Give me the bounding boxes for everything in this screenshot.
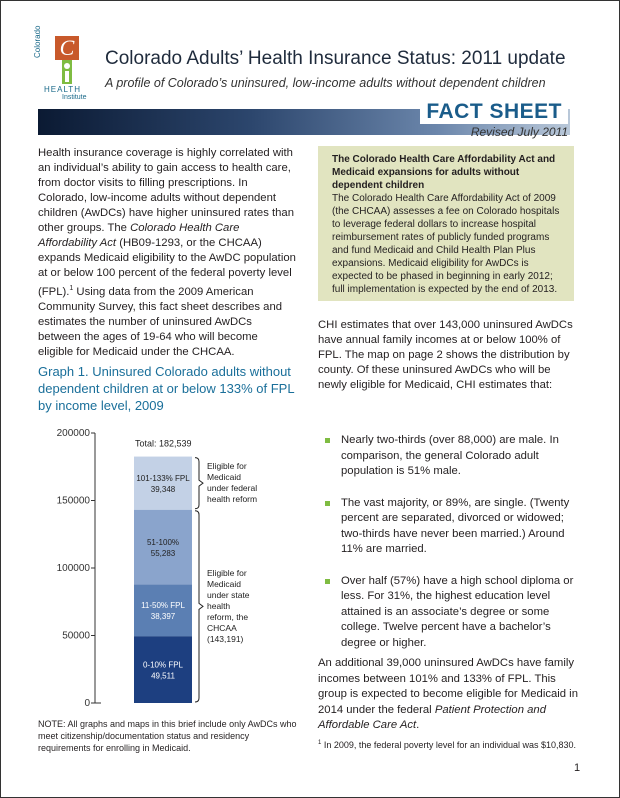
state-eligibility-label: under state xyxy=(207,589,250,600)
list-item xyxy=(323,433,579,480)
list-item xyxy=(323,574,579,652)
state-eligibility-label: Medicaid xyxy=(207,578,242,589)
y-tick-label: 200000 xyxy=(56,428,90,439)
intro-footnote-mark: 1 xyxy=(69,285,74,292)
state-bracket xyxy=(195,511,203,702)
state-eligibility-label: health xyxy=(207,600,231,611)
federal-bracket xyxy=(195,458,203,509)
revised-date: Revised July 2011 xyxy=(470,125,568,139)
footnote xyxy=(318,737,580,751)
chcaa-callout-box xyxy=(318,146,574,301)
page-number: 1 xyxy=(574,762,581,774)
segment-name-label: 101-133% FPL xyxy=(136,474,190,484)
stacked-bar-chart xyxy=(38,425,300,715)
estimates-paragraph: CHI estimates that over 143,000 uninsured AwDCs have annual family incomes at or below 100% of FPL. The map on page 2 shows the distribution by county. Of these uninsured AwDCs who will be newly eligible for Medicaid, CHI estimates that: xyxy=(318,319,573,391)
closing-text-a: An additional 39,000 uninsured AwDCs have family incomes between 101% and 133% of FPL. This group is expected to become eligible for Medicaid in 2014 under the federal xyxy=(318,657,578,716)
intro-act-name: Colorado Health Care Affordability Act xyxy=(38,222,240,249)
state-eligibility-label: (143,191) xyxy=(207,633,244,644)
federal-eligibility-label: under federal xyxy=(207,483,258,494)
segment-name-label: 51-100% xyxy=(146,538,180,548)
logo-i-stem xyxy=(65,71,69,82)
federal-eligibility-label: Eligible for xyxy=(207,461,247,472)
logo-health-text: HEALTH xyxy=(44,85,81,94)
page-subtitle: A profile of Colorado’s uninsured, low-income adults without dependent children xyxy=(105,76,546,90)
list-item xyxy=(323,496,579,558)
bullet-icon xyxy=(325,501,330,506)
callout-title: The Colorado Health Care Affordability Act and Medicaid expansions for adults without dependent children xyxy=(332,154,556,191)
closing-paragraph xyxy=(318,656,580,734)
segment-name-label: 0-10% FPL xyxy=(142,660,184,670)
callout-body: The Colorado Health Care Affordability Act of 2009 (the CHCAA) assesses a fee on Colorado hospitals to leverage federal dollars to increase hospital reimbursement rates of publicly funded programs and fund Medicaid and Child Health Plan Plus expansions. Medicaid eligibility for AwDCs is expected to be phased in beginning in early 2012; full implementation is expected by the end of 2013. xyxy=(332,193,560,295)
state-eligibility-label: CHCAA xyxy=(207,622,237,633)
intro-text-3: Using data from the 2009 American Community Survey, this fact sheet describes and estimates the number of uninsured AwDCs between the ages of 19-64 who will become eligible for Medicaid under the CHCAA. xyxy=(38,285,283,358)
y-tick-label: 50000 xyxy=(62,630,90,642)
bullet-icon xyxy=(325,438,330,443)
logo-vertical-text: Colorado xyxy=(33,25,42,58)
fact-sheet-label: FACT SHEET xyxy=(420,100,568,124)
total-label: Total: 182,539 xyxy=(135,438,192,449)
bullet-text: Nearly two-thirds (over 88,000) are male. In comparison, the general Colorado adult population is 51% male. xyxy=(341,434,559,477)
federal-eligibility-label: Medicaid xyxy=(207,472,242,483)
footnote-text: In 2009, the federal poverty level for an individual was $10,830. xyxy=(321,740,577,750)
bullet-text: The vast majority, or 89%, are single. (Twenty percent are separated, divorced or widowed; two-thirds have never been married.) Around 11% are married. xyxy=(341,496,570,555)
bullet-text: Over half (57%) have a high school diploma or less. For 31%, the highest education level attained is an associate’s degree or some college. Twelve percent have a bachelor’s degree or higher. xyxy=(341,574,574,649)
graph-note: NOTE: All graphs and maps in this brief include only AwDCs who meet citizenship/documentation status and residency requirements for enrolling in Medicaid. xyxy=(38,719,297,753)
state-eligibility-label: Eligible for xyxy=(207,567,247,578)
findings-list xyxy=(323,433,579,667)
page-title: Colorado Adults’ Health Insurance Status: 2011 update xyxy=(105,48,566,69)
logo-i-dot xyxy=(64,63,70,69)
footnote-mark: 1 xyxy=(318,740,322,746)
intro-paragraph xyxy=(38,146,296,360)
segment-value-label: 55,283 xyxy=(150,549,176,559)
closing-text-b: . xyxy=(416,719,420,731)
y-tick-label: 100000 xyxy=(56,563,90,574)
federal-eligibility-label: health reform xyxy=(207,494,258,505)
state-eligibility-label: reform, the xyxy=(207,611,249,622)
segment-name-label: 11-50% FPL xyxy=(141,601,185,611)
y-tick-label: 150000 xyxy=(56,495,90,507)
y-tick-label: 0 xyxy=(84,698,90,709)
logo-institute-text: Institute xyxy=(62,94,87,101)
bullet-icon xyxy=(325,579,330,584)
intro-text-2: (HB09-1293, or the CHCAA) expands Medicaid eligibility to the AwDC population at or below 100 percent of the federal poverty level (FPL). xyxy=(38,237,296,298)
segment-value-label: 38,397 xyxy=(150,612,176,622)
logo-c-mark: C xyxy=(55,36,79,60)
graph-title: Graph 1. Uninsured Colorado adults without dependent children at or below 133% of FPL by income level, 2009 xyxy=(38,364,295,413)
intro-text-1: Health insurance coverage is highly correlated with an individual’s ability to gain access to health care, from doctor visits to filling prescriptions. In Colorado, low-income adults without dependent children (AwDCs) have higher uninsured rates than other groups. The xyxy=(38,147,294,234)
segment-value-label: 39,348 xyxy=(150,485,176,495)
segment-value-label: 49,511 xyxy=(151,671,175,681)
closing-act-name: Patient Protection and Affordable Care Act xyxy=(318,703,546,731)
